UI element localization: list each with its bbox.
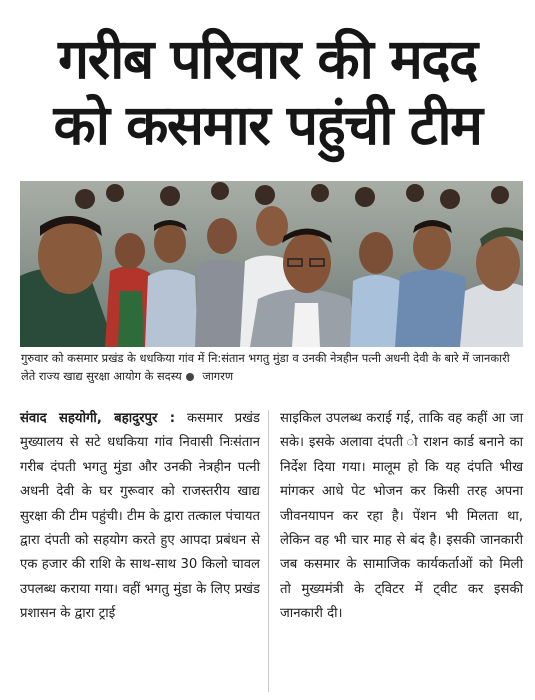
credit-dot-icon — [186, 373, 194, 381]
previous-article-strip — [0, 0, 535, 8]
headline-line-2: को कसमार पहुंची टीम — [53, 93, 482, 157]
headline-line-1: गरीब परिवार की मदद — [58, 27, 477, 91]
article-column-2 — [280, 407, 523, 627]
article-dateline: संवाद सहयोगी, बहादुरपुर : — [20, 411, 176, 426]
caption-text: गुरुवार को कसमार प्रखंड के धधकिया गांव में नि:संतान भगतु मुंडा व उनकी नेत्रहीन पत्नी अधनी देवी के बारे में जानकारी लेते राज्य खाद्य सुरक्षा आयोग के सदस्य — [21, 351, 510, 383]
column-divider — [268, 410, 269, 692]
headline — [0, 26, 535, 158]
article-column-2-text: साइकिल उपलब्ध कराई गई, ताकि वह कहीं आ जा सके। इसके अलावा दंपती ो राशन कार्ड बनाने का निर्देश दिया गया। मालूम हो कि यह दंपति भीख मांगकर आधे पेट भोजन कर किसी तरह अपना जीवनयापन कर रहा है। पेंशन भी मिलता था, लेकिन वह भी चार माह से बंद है। इसकी जानकारी जब कसमार के सामाजिक कार्यकर्ताओं को मिली तो मुख्यमंत्री के ट्विटर में ट्वीट कर इसकी जानकारी दी। — [280, 411, 523, 622]
article-column-1 — [20, 407, 260, 627]
photo-caption — [21, 349, 521, 385]
photo-credit: जागरण — [202, 369, 234, 383]
news-photo — [20, 181, 523, 347]
crowd-photo-illustration — [20, 181, 523, 347]
article-column-1-text: कसमार प्रखंड मुख्यालय से सटे धधकिया गांव निवासी निःसंतान गरीब दंपती भगतु मुंडा और उनकी नेत्रहीन पत्नी अधनी देवी के घर गुरूवार को राजस्तरीय खाद्य सुरक्षा की टीम पहुंची। टीम के द्वारा तत्काल पंचायत द्वारा दंपती को सहयोग करते हुए आपदा प्रबंधन से एक हजार की राशि के साथ-साथ 30 किलो चावल उपलब्ध कराया गया। वहीं भगतु मुंडा के लिए प्रखंड प्रशासन के द्वारा ट्राई — [20, 411, 260, 622]
